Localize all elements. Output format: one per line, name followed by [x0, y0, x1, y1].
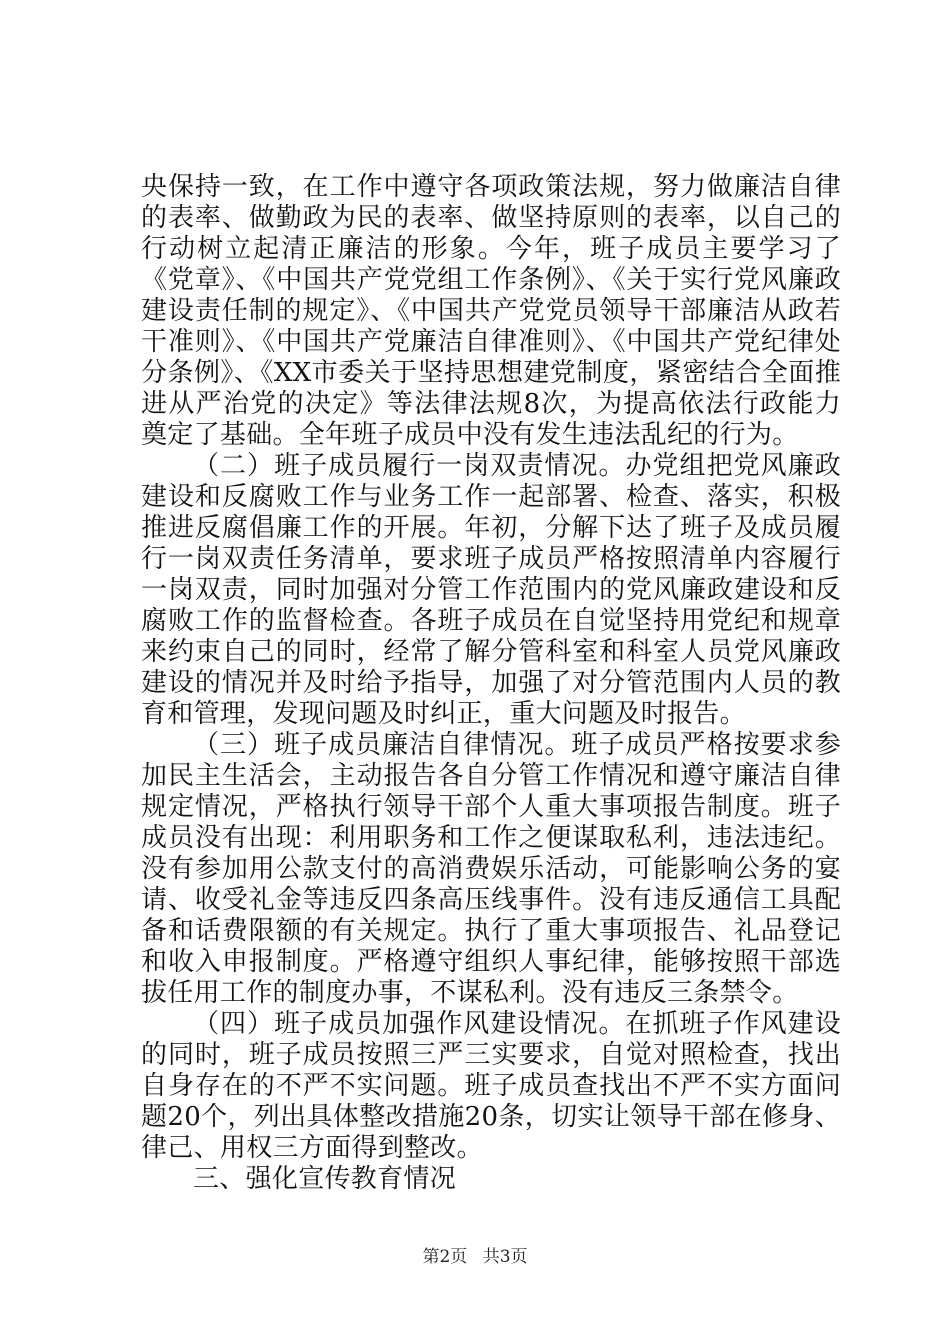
paragraph-section-three: （三）班子成员廉洁自律情况。班子成员严格按要求参加民主生活会，主动报告各自分管工作情况和遵守廉洁自律规定情况，严格执行领导干部个人重大事项报告制度。班子成员没有出现：利用职务和工作之便谋取私利，违法违纪。没有参加用公款支付的高消费娱乐活动，可能影响公务的宴请、收受礼金等违反四条高压线事件。没有违反通信工具配备和话费限额的有关规定。执行了重大事项报告、礼品登记和收入申报制度。严格遵守组织人事纪律，能够按照干部选拔任用工作的制度办事，不谋私利。没有违反三条禁令。 [141, 730, 841, 1008]
page-footer [0, 1246, 950, 1268]
page-total: 共3页 [482, 1247, 528, 1267]
page-number: 第2页 [422, 1247, 468, 1267]
paragraph-continuation: 央保持一致，在工作中遵守各项政策法规，努力做廉洁自律的表率、做勤政为民的表率、做坚持原则的表率，以自己的行动树立起清正廉洁的形象。今年，班子成员主要学习了《党章》、《中国共产党党组工作条例》、《关于实行党风廉政建设责任制的规定》、《中国共产党党员领导干部廉洁从政若干准则》、《中国共产党廉洁自律准则》、《中国共产党纪律处分条例》、《XX市委关于坚持思想建党制度，紧密结合全面推进从严治党的决定》等法律法规8次，为提高依法行政能力奠定了基础。全年班子成员中没有发生违法乱纪的行为。 [141, 172, 841, 450]
paragraph-section-two: （二）班子成员履行一岗双责情况。办党组把党风廉政建设和反腐败工作与业务工作一起部署、检查、落实，积极推进反腐倡廉工作的开展。年初，分解下达了班子及成员履行一岗双责任务清单，要求班子成员严格按照清单内容履行一岗双责，同时加强对分管工作范围内的党风廉政建设和反腐败工作的监督检查。各班子成员在自觉坚持用党纪和规章来约束自己的同时，经常了解分管科室和科室人员党风廉政建设的情况并及时给予指导，加强了对分管范围内人员的教育和管理，发现问题及时纠正，重大问题及时报告。 [141, 451, 841, 729]
section-heading-publicity-education: 三、强化宣传教育情况 [193, 1164, 457, 1194]
document-body [141, 172, 841, 1195]
paragraph-section-four: （四）班子成员加强作风建设情况。在抓班子作风建设的同时，班子成员按照三严三实要求，自觉对照检查，找出自身存在的不严不实问题。班子成员查找出不严不实方面问题20个，列出具体整改措施20条，切实让领导干部在修身、律己、用权三方面得到整改。 [141, 1009, 841, 1163]
